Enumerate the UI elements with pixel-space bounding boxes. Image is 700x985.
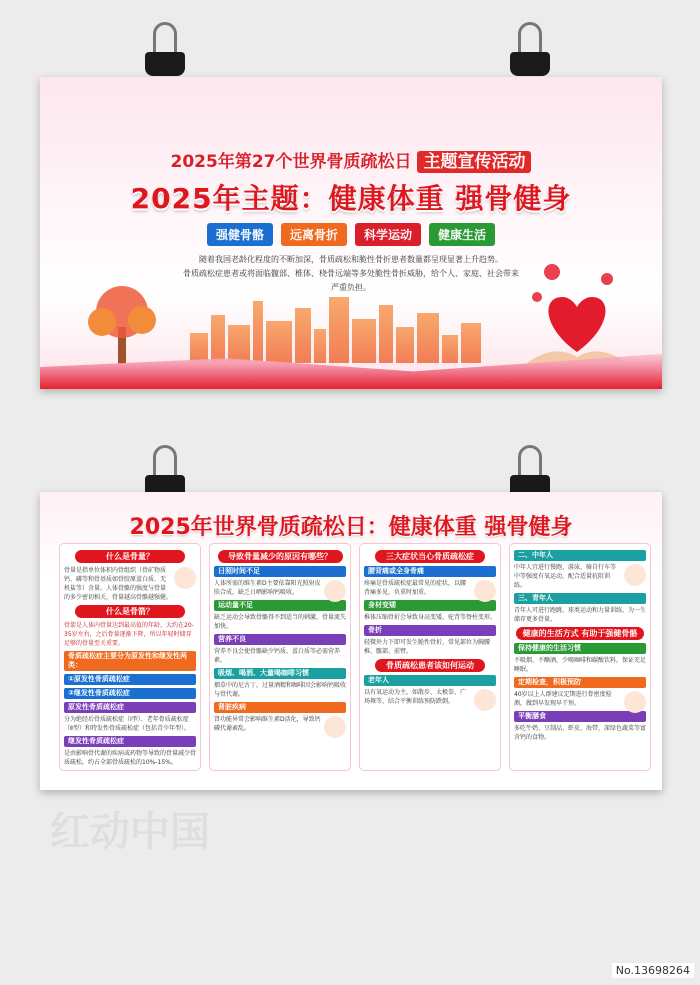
banner-title: 2025年主题：健康体重 强骨健身	[130, 182, 572, 215]
doctor-icon	[624, 691, 646, 713]
col1-sub2: ①原发性骨质疏松症	[64, 674, 196, 685]
col2-p2: 缺乏运动会导致骨骼得不到适当的刺激，骨量流失加快。	[214, 614, 347, 630]
cyclist-icon	[624, 564, 646, 586]
col4-s4: 定期检查，积极预防	[514, 677, 646, 688]
col1-head1: 什么是骨量？	[75, 550, 185, 563]
keyword-pills	[40, 223, 662, 246]
heart-tree-icon	[72, 272, 172, 372]
intro-line-2: 骨质疏松症患者或将面临髋部、椎体、桡骨远端等多处脆性骨折威胁，给个人、家庭、社会带来严重负担。	[183, 269, 519, 292]
keyword-pill: 远离骨折	[281, 223, 347, 246]
city-skyline	[190, 293, 520, 363]
column-symptoms	[360, 544, 500, 770]
col1-sub4: 原发性骨质疏松症	[64, 702, 196, 713]
col1-p3: 分为绝经后骨质疏松症（Ⅰ型）、老年骨质疏松症（Ⅱ型）和特发性骨质疏松症（包括青少年型）。	[64, 716, 190, 732]
keyword-pill: 强健骨骼	[207, 223, 273, 246]
col4-p3: 不吸烟、不酗酒，少喝咖啡和碳酸饮料，保证充足睡眠。	[514, 657, 647, 673]
watermark: 红动中国	[50, 809, 210, 855]
col4-p4: 40岁以上人群建议定期进行骨密度检测，做到早发现早干预。	[514, 691, 612, 707]
sun-person-icon	[324, 580, 346, 602]
column-causes	[210, 544, 350, 770]
col4-s1: 二、中年人	[514, 550, 646, 561]
col4-s5: 平衡膳食	[514, 711, 646, 722]
col2-p5: 肾功能异常会影响维生素D活化，导致钙磷代谢紊乱。	[214, 716, 321, 732]
col2-s3: 营养不良	[214, 634, 346, 645]
col2-s5: 肾脏疾病	[214, 702, 346, 713]
column-lifestyle	[510, 544, 650, 770]
col2-head: 导致骨量减少的原因有哪些？	[218, 550, 343, 563]
col2-s4: 吸烟、喝酒、大量喝咖啡习惯	[214, 668, 346, 679]
col4-head: 健康的生活方式 有助于强健骨骼	[516, 627, 644, 640]
col3-p1: 疼痛是骨质疏松症最常见的症状，以腰背痛多见，负重时加重。	[364, 580, 467, 596]
top-banner	[40, 77, 662, 389]
col3-s2: 身材变矮	[364, 600, 496, 611]
col1-sub1: 骨质疏松症主要分为原发性和继发性两类：	[64, 651, 196, 671]
intro-text	[180, 253, 522, 295]
col3-p2: 椎体压缩骨折会导致身高变矮、驼背等脊柱变形。	[364, 614, 497, 621]
bone-icon	[174, 567, 196, 589]
intro-line-1: 随着我国老龄化程度的不断加深，骨质疏松和脆性骨折患者数量都呈现显著上升趋势。	[199, 255, 503, 264]
col2-p3: 营养不良会使骨骼缺少钙质、蛋白质等必需营养素。	[214, 648, 341, 664]
column-bone-mass	[60, 544, 200, 770]
footer-id: No.13698264	[612, 963, 694, 978]
keyword-pill: 科学运动	[355, 223, 421, 246]
col2-s2: 运动量不足	[214, 600, 346, 611]
col2-p4: 烟草中的尼古丁，过量酒精和咖啡因会影响钙吸收与骨代谢。	[214, 682, 347, 698]
col4-p2: 青年人可进行跑跳、球类运动和力量训练，为一生储存更多骨量。	[514, 607, 647, 623]
subtitle-tag: 主题宣传活动	[417, 151, 531, 173]
col1-sub5: 继发性骨质疏松症	[64, 736, 196, 747]
binder-clip-left-top	[145, 22, 185, 82]
binder-clip-right-top	[510, 22, 550, 82]
col3-s3: 骨折	[364, 625, 496, 636]
col3-head: 三大症状当心骨质疏松症	[375, 550, 485, 563]
col3-s4: 老年人	[364, 675, 496, 686]
col3-p3: 轻微外力下即可发生脆性骨折，常见部位为胸腰椎、髋部、前臂。	[364, 639, 491, 655]
col1-p4: 是由影响骨代谢的疾病或药物等导致的骨量减少骨质疏松，约占全部骨质疏松的10%-15%。	[64, 750, 197, 766]
bottom-board	[40, 492, 662, 790]
kidney-icon	[324, 716, 346, 738]
col3-s1: 腰背痛或全身骨痛	[364, 566, 496, 577]
exercise-icon	[474, 689, 496, 711]
banner-subtitle	[40, 147, 662, 172]
col4-p5: 多吃牛奶、豆制品、虾皮、海带、深绿色蔬菜等富含钙的食物。	[514, 725, 647, 741]
back-pain-icon	[474, 580, 496, 602]
col2-s1: 日照时间不足	[214, 566, 346, 577]
col3-head2: 骨质疏松患者该如何运动	[375, 659, 485, 672]
col1-p1: 骨量是指单位体积内骨组织（骨矿物质钙、磷等和骨基质如骨胶原蛋白质、无机盐等）含量。人体骨骼的强度与骨量的多少密切相关，骨量越高骨骼越强健。	[64, 567, 173, 601]
col4-s3: 保持健康的生活习惯	[514, 643, 646, 654]
col4-s2: 三、青年人	[514, 593, 646, 604]
col1-sub3: ②继发性骨质疏松症	[64, 688, 196, 699]
col2-p1: 人体所需的维生素D主要依靠阳光照射皮肤合成，缺乏日晒影响钙吸收。	[214, 580, 321, 596]
subtitle-text: 2025年第27个世界骨质疏松日	[170, 152, 412, 172]
board2-title: 2025年世界骨质疏松日：健康体重 强骨健身	[129, 515, 573, 540]
col3-p4: 以有氧运动为主，如散步、太极拳、广场舞等，结合平衡训练预防跌倒。	[364, 689, 467, 705]
keyword-pill: 健康生活	[429, 223, 495, 246]
col4-p1: 中年人宜进行慢跑、游泳、骑自行车等中等强度有氧运动，配合适量抗阻训练。	[514, 564, 617, 589]
col1-p2: 骨箭是人体内骨量达到最高值的年龄，大约在20-35岁左右，之后骨量逐渐下降，所以年轻时储存足够的骨量至关重要。	[64, 622, 194, 647]
col1-head2: 什么是骨箭？	[75, 605, 185, 618]
